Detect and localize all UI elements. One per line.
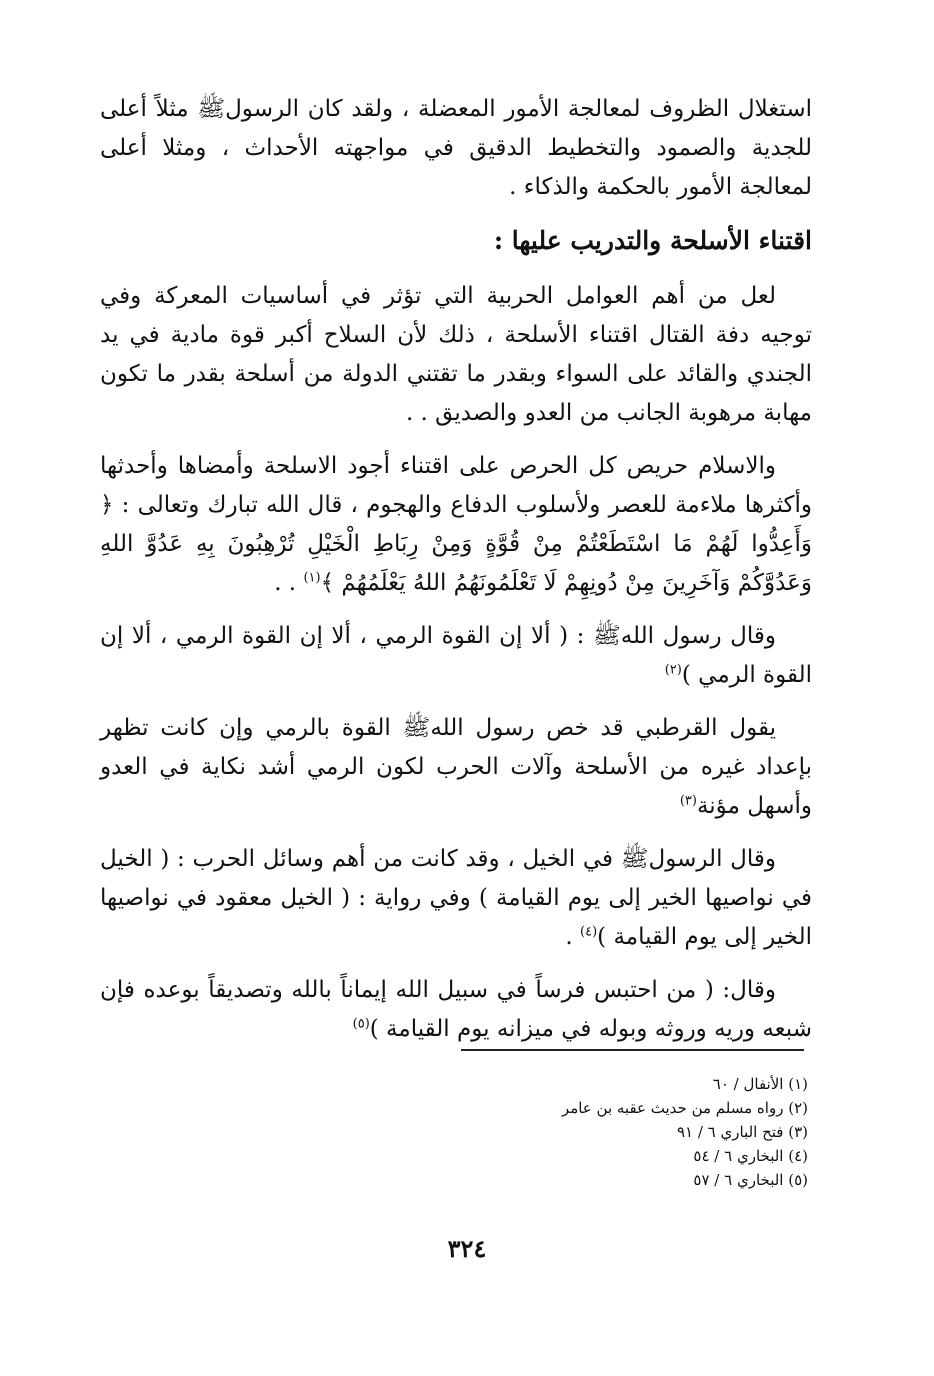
paragraph-2-text: لعل من أهم العوامل الحربية التي تؤثر في أساسيات المعركة وفي توجيه دفة القتال اقتناء الأسلحة ، ذلك لأن السلاح أكبر قوة مادية في يد الجندي والقائد على السواء وبقدر ما تقتني الدولة من أسلحة بقدر ما تكون مهابة مرهوبة الجانب من العدو والصديق . . [100, 283, 812, 426]
footnote-ref-4: (٤) [580, 924, 598, 940]
section-heading-text: اقتناء الأسلحة والتدريب عليها : [493, 226, 812, 255]
page-body [100, 90, 812, 1063]
paragraph-1 [100, 90, 812, 207]
paragraph-4 [100, 617, 812, 695]
footnote-4: (٤) البخاري ٦ / ٥٤ [693, 1147, 808, 1165]
paragraph-4-text: وقال رسول اللهﷺ : ( ألا إن القوة الرمي ، ألا إن القوة الرمي ، ألا إن القوة الرمي ) [100, 623, 812, 688]
paragraph-3-tail: . . [274, 570, 304, 596]
paragraph-2 [100, 277, 812, 433]
footnote-ref-5: (٥) [352, 1016, 370, 1032]
paragraph-5-text: يقول القرطبي قد خص رسول اللهﷺ القوة بالرمي وإن كانت تظهر بإعداد غيره من الأسلحة وآلات الحرب لكون الرمي أشد نكاية في العدو وأسهل مؤنة [100, 715, 812, 819]
paragraph-5 [100, 709, 812, 826]
footnote-divider [461, 1049, 804, 1051]
footnotes [388, 1072, 808, 1192]
section-heading [100, 221, 812, 261]
footnote-2: (٢) رواه مسلم من حديث عقبه بن عامر [561, 1099, 808, 1117]
paragraph-3-text: والاسلام حريص كل الحرص على اقتناء أجود الاسلحة وأمضاها وأحدثها وأكثرها ملاءمة للعصر ولأسلوب الدفاع والهجوم ، قال الله تبارك وتعالى : ﴿ وَأَعِدُّوا لَهُمْ مَا اسْتَطَعْتُمْ مِنْ قُوَّةٍ وَمِنْ رِبَاطِ الْخَيْلِ تُرْهِبُونَ بِهِ عَدُوَّ اللهِ وَعَدُوَّكُمْ وَآخَرِينَ مِنْ دُونِهِمْ لَا تَعْلَمُونَهُمُ اللهُ يَعْلَمُهُمْ ﴾ [100, 453, 812, 596]
footnote-ref-3: (٣) [679, 793, 697, 809]
page-number: ٣٢٤ [447, 1234, 487, 1263]
footnote-ref-1: (١) [303, 570, 321, 586]
paragraph-7-text: وقال: ( من احتبس فرساً في سبيل الله إيماناً بالله وتصديقاً بوعده فإن شبعه وريه وروثه وبوله في ميزانه يوم القيامة ) [100, 977, 812, 1042]
paragraph-6-text: وقال الرسولﷺ في الخيل ، وقد كانت من أهم وسائل الحرب : ( الخيل في نواصيها الخير إلى يوم القيامة ) وفي رواية : ( الخيل معقود في نواصيها الخير إلى يوم القيامة ) [100, 846, 812, 950]
paragraph-6-tail: . [565, 924, 581, 950]
footnote-1: (١) الأنفال / ٦٠ [712, 1075, 808, 1093]
footnote-3: (٣) فتح الباري ٦ / ٩١ [676, 1123, 808, 1141]
paragraph-7 [100, 971, 812, 1049]
paragraph-1-text: استغلال الظروف لمعالجة الأمور المعضلة ، ولقد كان الرسولﷺ مثلاً أعلى للجدية والصمود والتخطيط الدقيق في مواجهته الأحداث ، ومثلا أعلى لمعالجة الأمور بالحكمة والذكاء . [100, 96, 812, 200]
footnote-ref-2: (٢) [664, 662, 682, 678]
paragraph-3 [100, 447, 812, 603]
paragraph-6 [100, 840, 812, 957]
footnote-5: (٥) البخاري ٦ / ٥٧ [693, 1171, 808, 1189]
